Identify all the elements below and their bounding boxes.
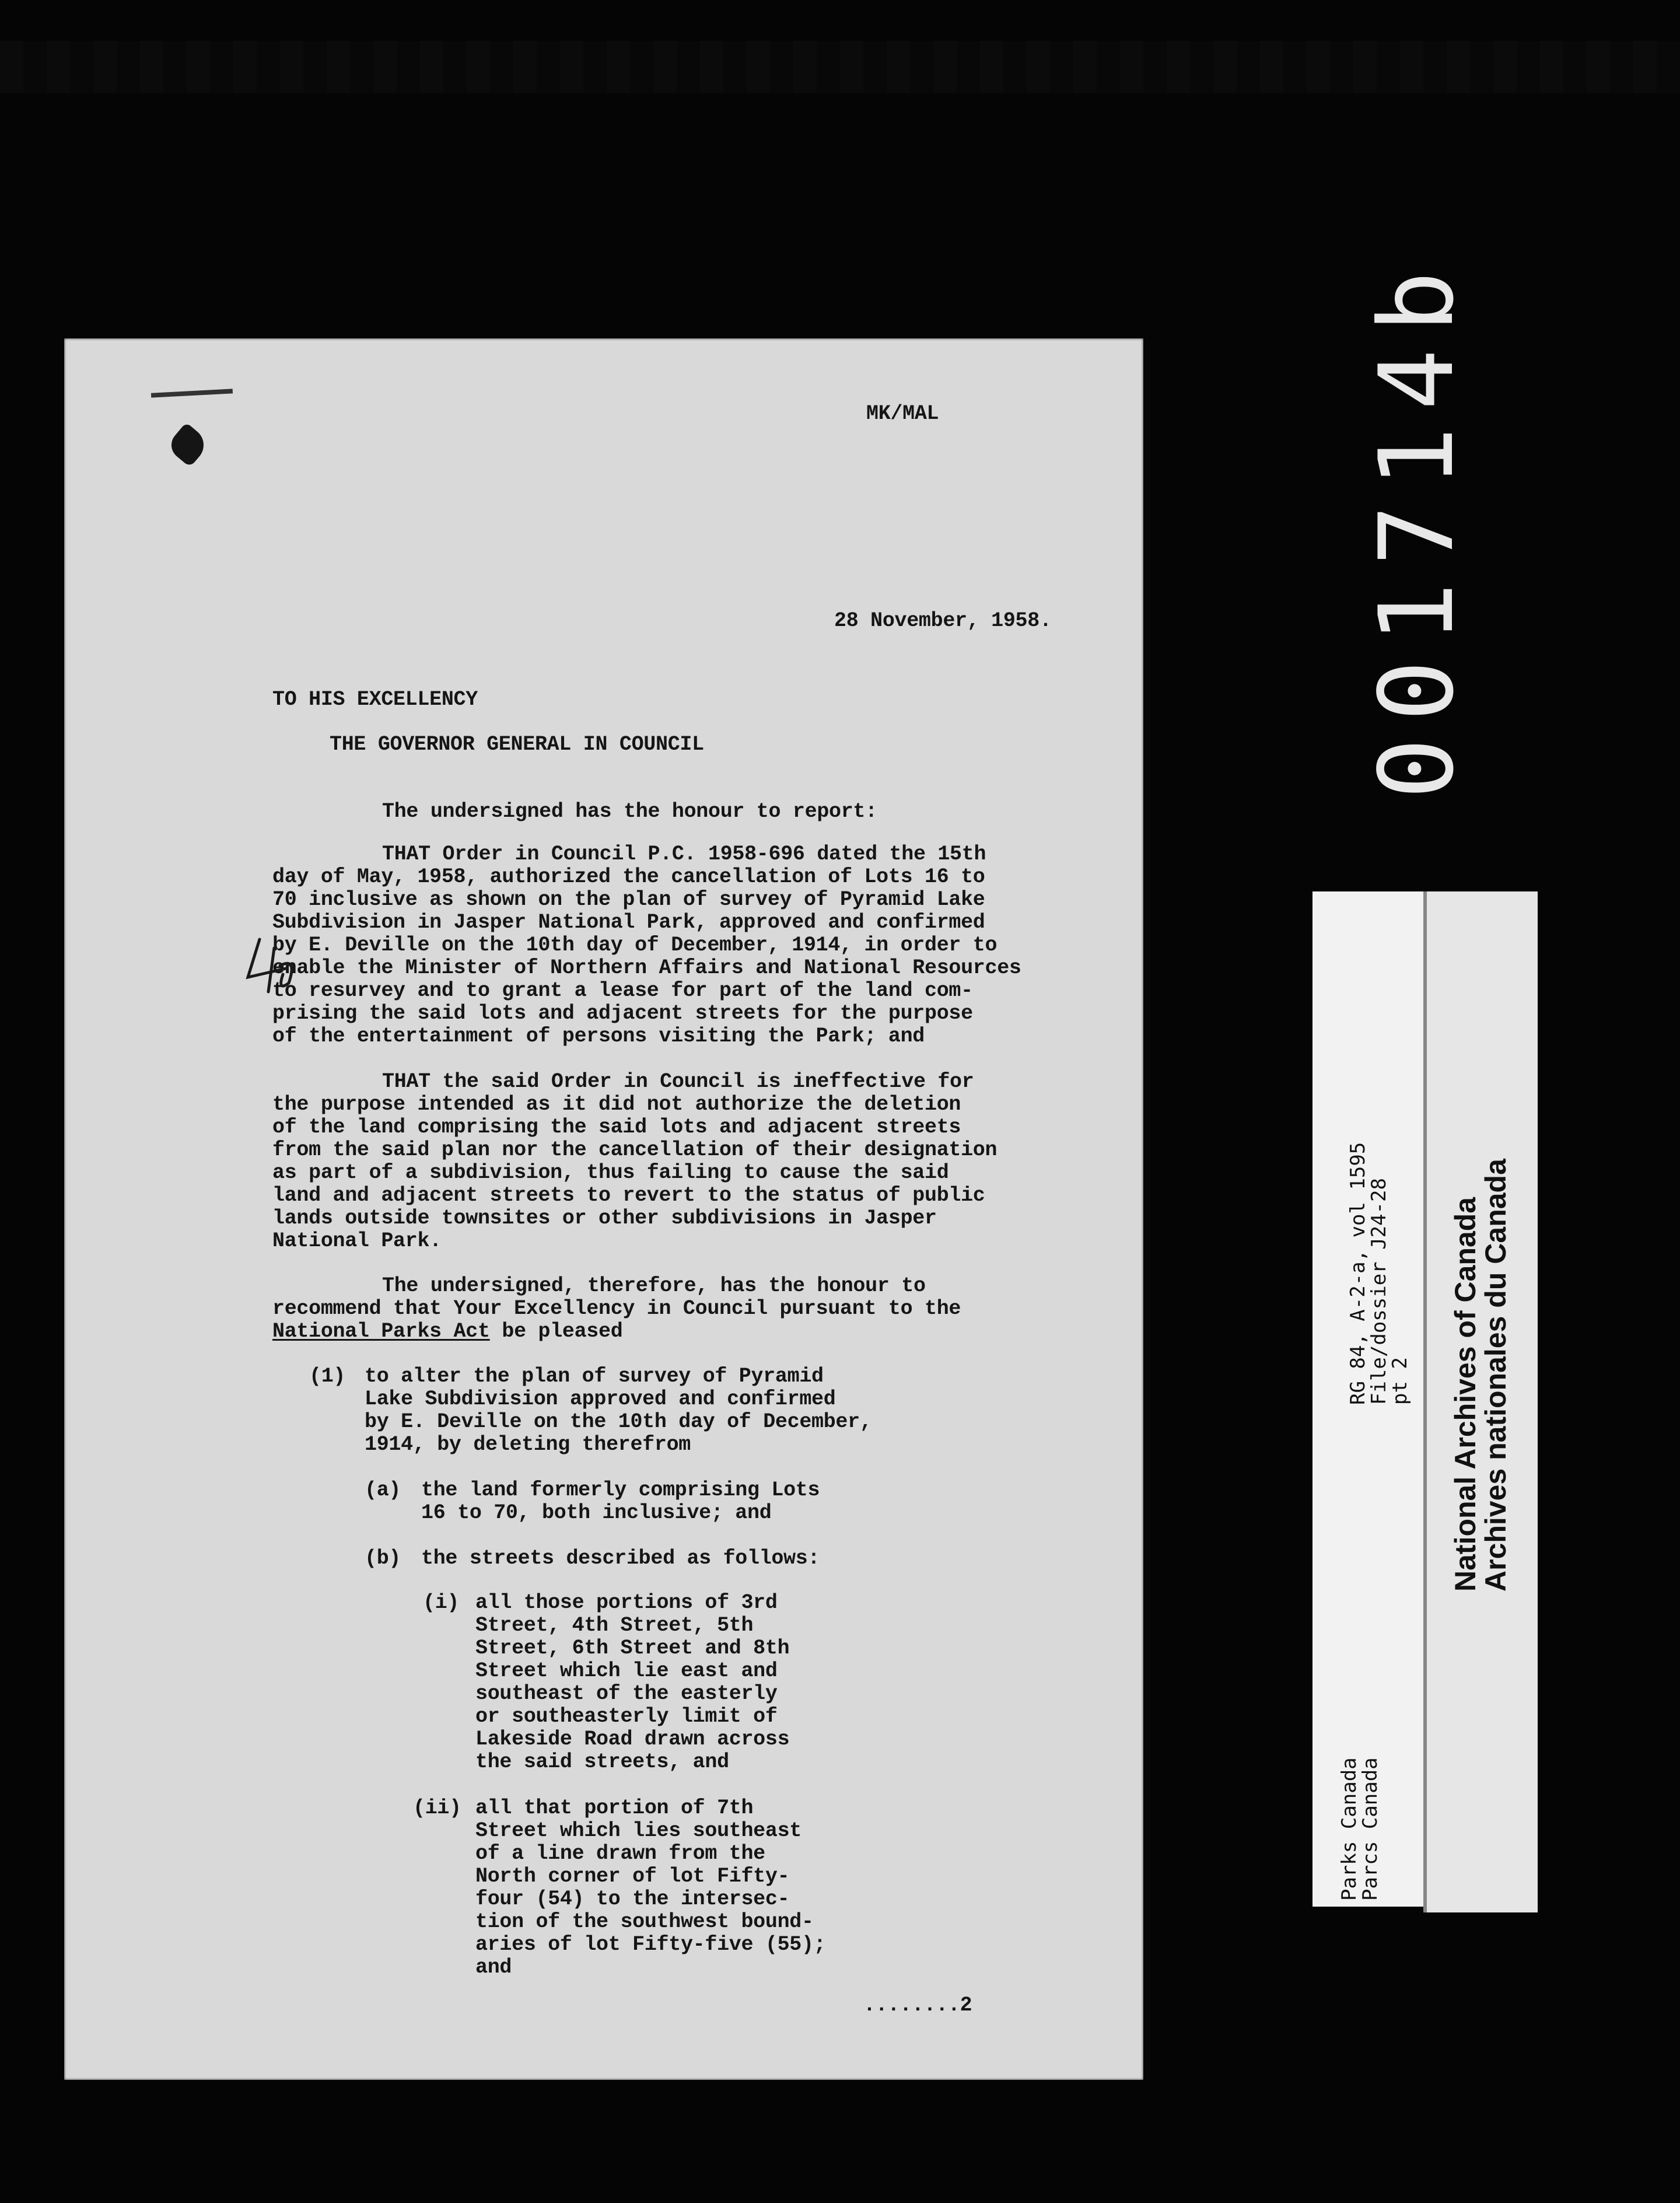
item-i-line: the said streets, and bbox=[475, 1750, 729, 1774]
item-ii-line: and bbox=[475, 1956, 512, 1979]
item-i-line: all those portions of 3rd bbox=[475, 1591, 778, 1614]
addressee-line-1: TO HIS EXCELLENCY bbox=[272, 688, 478, 711]
para1-line: THAT Order in Council P.C. 1958-696 dated the 15th bbox=[382, 842, 986, 866]
para1-line: by E. Deville on the 10th day of December, 1914, in order to bbox=[272, 933, 998, 957]
para2-line: the purpose intended as it did not authorize the deletion bbox=[272, 1093, 961, 1116]
item-ii-line: all that portion of 7th bbox=[475, 1796, 754, 1820]
para2-line: as part of a subdivision, thus failing to cause the said bbox=[272, 1161, 949, 1184]
item-ii-line: tion of the southwest bound- bbox=[475, 1910, 814, 1933]
institution-name-fr: Archives nationales du Canada bbox=[1479, 1159, 1512, 1592]
ink-blot bbox=[166, 422, 211, 467]
para2-line: National Park. bbox=[272, 1229, 442, 1253]
page-mark bbox=[151, 389, 234, 421]
addressee-line-2: THE GOVERNOR GENERAL IN COUNCIL bbox=[330, 733, 704, 756]
item-i-line: or southeasterly limit of bbox=[475, 1705, 778, 1728]
item-1-line: to alter the plan of survey of Pyramid bbox=[365, 1365, 824, 1388]
file-reference: MK/MAL bbox=[866, 402, 939, 425]
para1-line: prising the said lots and adjacent streets for the purpose bbox=[272, 1002, 973, 1025]
agency-name: Parks Canada Parcs Canada bbox=[1338, 1757, 1382, 1901]
item-i-label: (i) bbox=[423, 1591, 460, 1614]
item-ii-label: (ii) bbox=[413, 1796, 461, 1820]
intro-line: The undersigned has the honour to report: bbox=[382, 800, 877, 823]
document-date: 28 November, 1958. bbox=[834, 609, 1052, 632]
reel-number: 001714b bbox=[1358, 254, 1476, 799]
para1-line: to resurvey and to grant a lease for part of the land com- bbox=[272, 979, 973, 1002]
para1-line: day of May, 1958, authorized the cancellation of Lots 16 to bbox=[272, 865, 985, 889]
handwritten-margin-note bbox=[242, 933, 300, 998]
item-i-line: southeast of the easterly bbox=[475, 1682, 778, 1705]
archive-label-left bbox=[1312, 891, 1423, 1907]
item-1-line: 1914, by deleting therefrom bbox=[365, 1433, 691, 1456]
item-a-line: 16 to 70, both inclusive; and bbox=[421, 1501, 772, 1524]
para3-line bbox=[272, 1320, 622, 1343]
item-ii-line: of a line drawn from the bbox=[475, 1842, 765, 1865]
para3-line: recommend that Your Excellency in Council pursuant to the bbox=[272, 1297, 961, 1320]
para3-line: The undersigned, therefore, has the honour to bbox=[382, 1274, 926, 1298]
item-ii-line: North corner of lot Fifty- bbox=[475, 1865, 790, 1888]
item-1-line: Lake Subdivision approved and confirmed bbox=[365, 1387, 836, 1411]
item-1-line: by E. Deville on the 10th day of December, bbox=[365, 1410, 872, 1433]
item-i-line: Street, 6th Street and 8th bbox=[475, 1636, 790, 1660]
document-page bbox=[64, 338, 1143, 2080]
page-continuation: ........2 bbox=[863, 1994, 972, 2017]
item-ii-line: Street which lies southeast bbox=[475, 1819, 802, 1842]
item-a-line: the land formerly comprising Lots bbox=[421, 1478, 820, 1502]
item-b-line: the streets described as follows: bbox=[421, 1547, 820, 1570]
item-a-label: (a) bbox=[365, 1478, 401, 1502]
item-i-line: Street which lie east and bbox=[475, 1659, 778, 1683]
archive-label-right bbox=[1423, 891, 1538, 1912]
item-i-line: Lakeside Road drawn across bbox=[475, 1728, 790, 1751]
para2-line: from the said plan nor the cancellation of their designation bbox=[272, 1138, 998, 1162]
para1-line: 70 inclusive as shown on the plan of survey of Pyramid Lake bbox=[272, 888, 985, 911]
para1-line: enable the Minister of Northern Affairs and National Resources bbox=[272, 956, 1021, 980]
item-ii-line: aries of lot Fifty-five (55); bbox=[475, 1933, 826, 1956]
para3-tail: be pleased bbox=[489, 1320, 623, 1343]
para1-line: of the entertainment of persons visiting the Park; and bbox=[272, 1024, 925, 1048]
item-ii-line: four (54) to the intersec- bbox=[475, 1887, 790, 1911]
item-i-line: Street, 4th Street, 5th bbox=[475, 1614, 754, 1637]
item-1-label: (1) bbox=[309, 1365, 346, 1388]
film-edge bbox=[0, 41, 1680, 93]
item-b-label: (b) bbox=[365, 1547, 401, 1570]
para2-line: of the land comprising the said lots and adjacent streets bbox=[272, 1116, 961, 1139]
act-name: National Parks Act bbox=[272, 1320, 490, 1343]
para2-line: lands outside townsites or other subdivisions in Jasper bbox=[272, 1207, 937, 1230]
para2-line: land and adjacent streets to revert to the status of public bbox=[272, 1184, 985, 1207]
archive-reference: RG 84, A-2-a, vol 1595 File/dossier J24-28 pt 2 bbox=[1346, 1142, 1412, 1405]
para2-line: THAT the said Order in Council is ineffective for bbox=[382, 1070, 974, 1093]
para1-line: Subdivision in Jasper National Park, approved and confirmed bbox=[272, 911, 985, 934]
institution-name-en: National Archives of Canada bbox=[1449, 1197, 1482, 1592]
